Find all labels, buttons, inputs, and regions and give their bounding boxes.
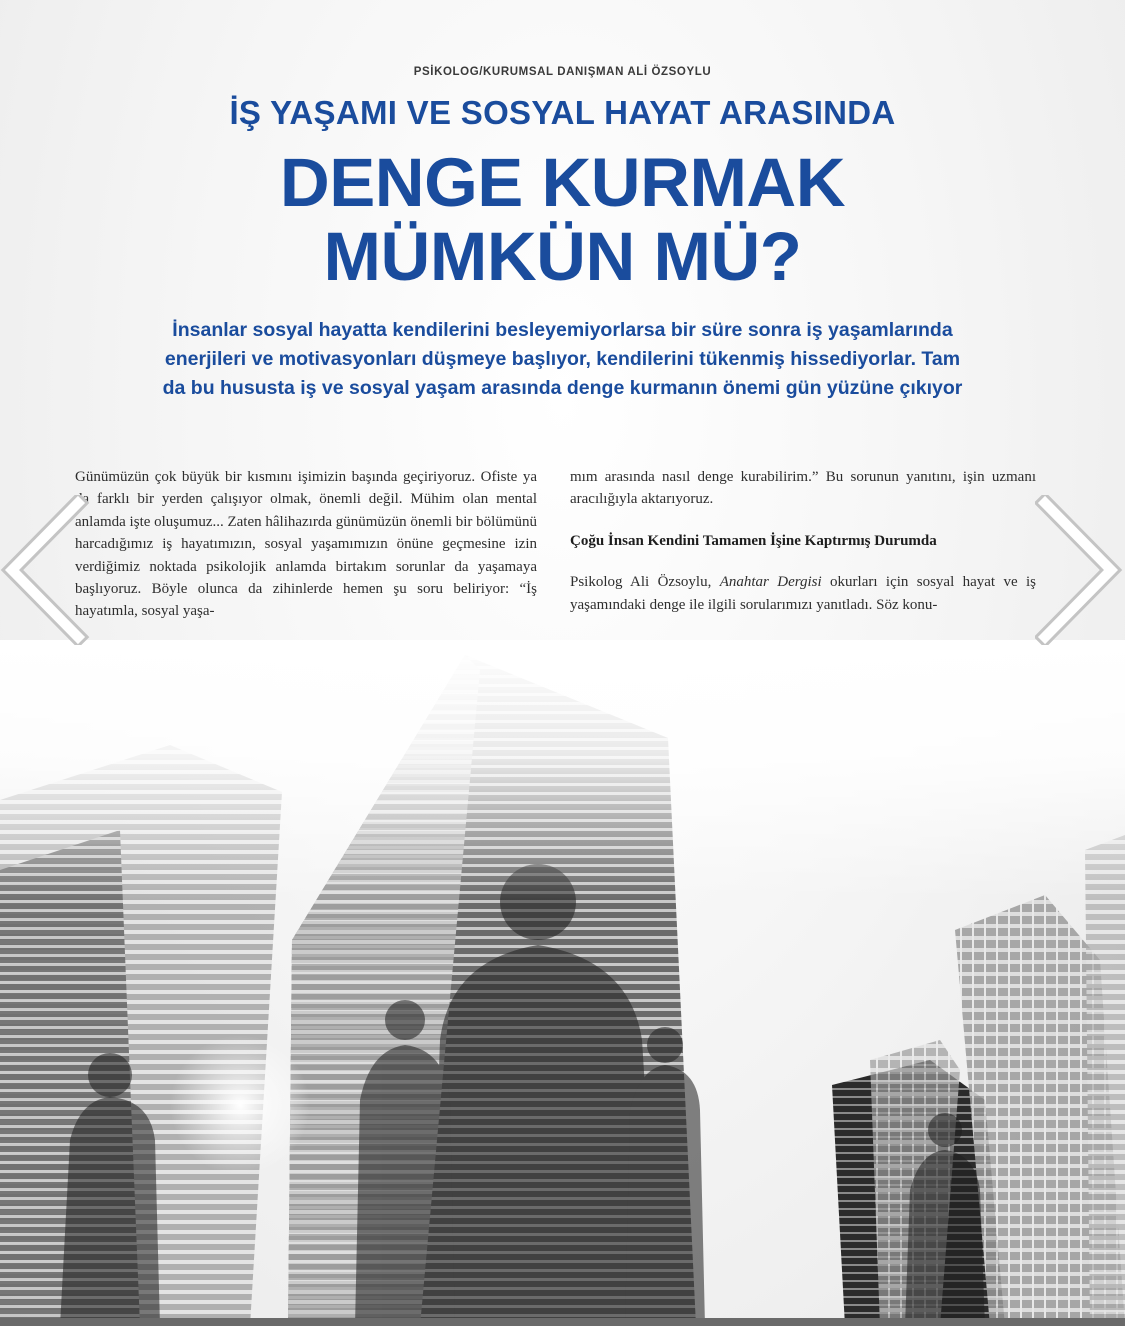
body-column-right bbox=[570, 466, 1036, 616]
body-text: Psikolog Ali Özsoylu, bbox=[570, 574, 720, 591]
previous-page-button[interactable] bbox=[0, 495, 90, 645]
body-paragraph: Günümüzün çok büyük bir kısmını işimizin başında geçiriyoruz. Ofiste ya da farklı bir yerden çalışıyor olmak, önemli değil. Mühim olan mental anlamda işte oluşumuz... Zaten hâlihazırda günümüzün önemli bir bölümünü harcadığımız iş hayatımızın, sosyal yaşamımızın önüne geçmesine izin verdiğimiz noktada psikolojik anlamda birtakım sorunlar da yaşamaya başlıyoruz. Böyle olunca da zihinlerde hemen şu soru beliriyor: “İş hayatımla, sosyal yaşa- bbox=[75, 469, 537, 620]
chevron-right-icon bbox=[1035, 495, 1125, 645]
chevron-left-icon bbox=[0, 495, 90, 645]
body-column-left bbox=[75, 466, 537, 623]
article-title bbox=[0, 146, 1125, 294]
body-text: okurları için sosyal hayat ve iş yaşamındaki denge ile ilgili sorularımızı yanıtladı. Söz konu- bbox=[570, 574, 1036, 613]
title-line-1: DENGE KURMAK bbox=[279, 144, 846, 221]
lead-paragraph: İnsanlar sosyal hayatta kendilerini besleyemiyorlarsa bir süre sonra iş yaşamlarında enerjileri ve motivasyonları düşmeye başlıyor, kendilerini tükenmiş hissediyorlar. Tam da bu hususta iş ve sosyal yaşam arasında denge kurmanın önemi gün yüzüne çıkıyor bbox=[162, 319, 963, 399]
bottom-bar bbox=[0, 1318, 1125, 1326]
next-page-button[interactable] bbox=[1035, 495, 1125, 645]
section-heading: Çoğu İnsan Kendini Tamamen İşine Kaptırmış Durumda bbox=[570, 532, 937, 549]
body-paragraph: mım arasında nasıl denge kurabilirim.” Bu sorunun yanıtını, işin uzmanı aracılığıyla aktarıyoruz. bbox=[570, 469, 1036, 508]
article-subtitle: İŞ YAŞAMI VE SOSYAL HAYAT ARASINDA bbox=[229, 94, 896, 131]
body-paragraph bbox=[570, 571, 1036, 616]
magazine-name: Anahtar Dergisi bbox=[719, 574, 822, 591]
author-kicker: PSİKOLOG/KURUMSAL DANIŞMAN ALİ ÖZSOYLU bbox=[413, 66, 712, 78]
title-line-2: MÜMKÜN MÜ? bbox=[323, 218, 802, 295]
